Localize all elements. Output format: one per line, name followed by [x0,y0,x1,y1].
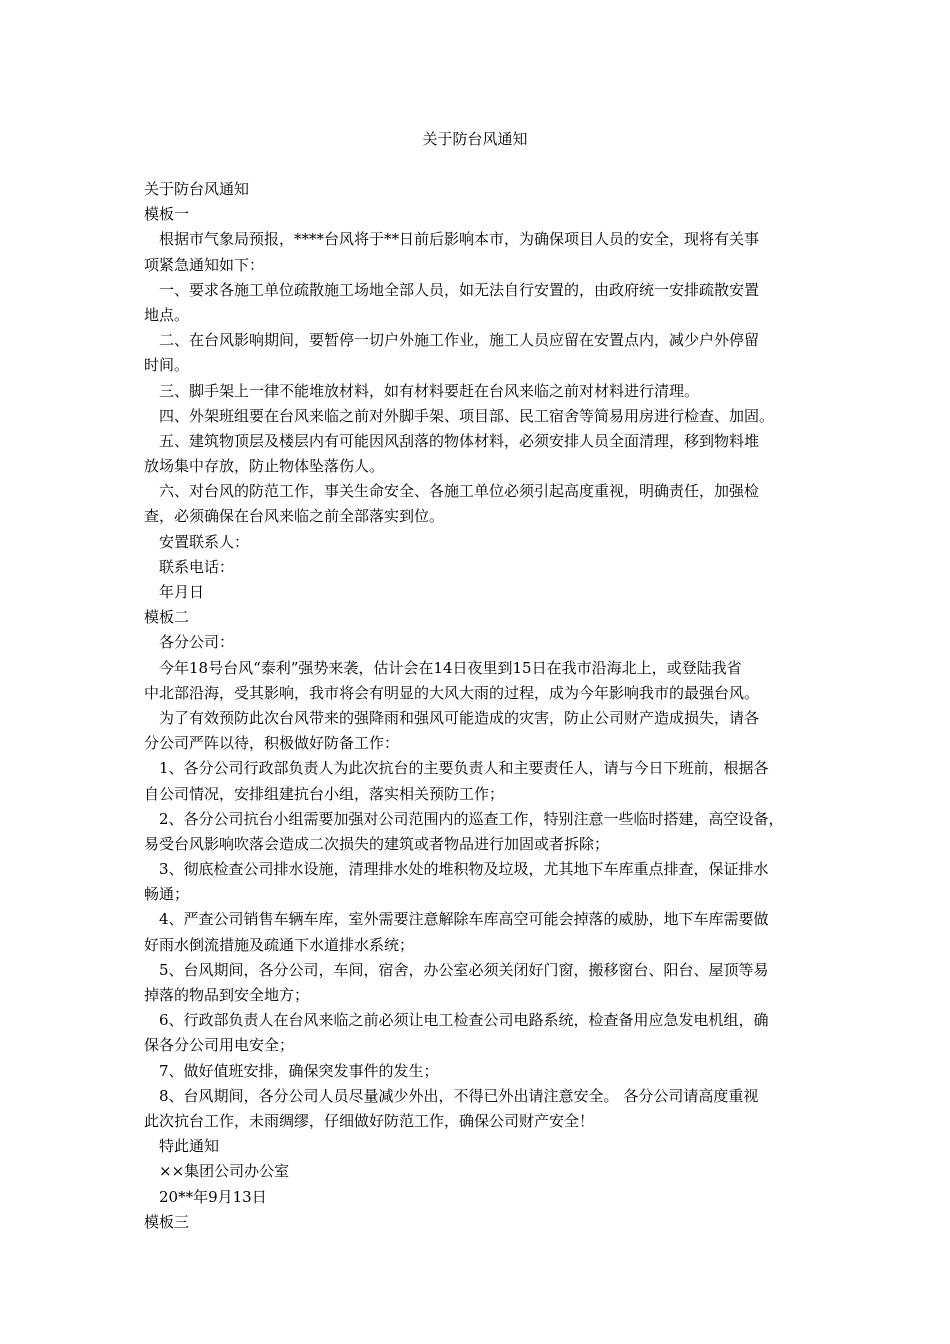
text-line: 五、建筑物顶层及楼层内有可能因风刮落的物体材料，必须安排人员全面清理，移到物料堆 [159,431,760,450]
text-line: 模板一 [144,205,190,224]
text-line: 二、在台风影响期间，要暂停一切户外施工作业，施工人员应留在安置点内，减少户外停留 [159,331,760,350]
text-line: 年月日 [159,583,205,601]
text-line: 自公司情况，安排组建抗台小组，落实相关预防工作； [144,784,505,803]
text-line: 好雨水倒流措施及疏通下水道排水系统； [144,935,415,954]
text-line: 保各分公司用电安全； [144,1036,295,1055]
text-line: 畅通； [144,885,190,904]
text-line: 6、行政部负责人在台风来临之前必须让电工检查公司电路系统，检查备用应急发电机组，确 [159,1011,769,1030]
text-line: 3、彻底检查公司排水设施，清理排水处的堆积物及垃圾，尤其地下车库重点排查，保证排水 [159,860,769,879]
text-line: 2、各分公司抗台小组需要加强对公司范围内的巡查工作，特别注意一些临时搭建，高空设备， [159,809,784,828]
text-line: 此次抗台工作，未雨绸缪，仔细做好防范工作，确保公司财产安全！ [144,1111,595,1130]
text-line: 易受台风影响吹落会造成二次损失的建筑或者物品进行加固或者拆除； [144,834,610,853]
text-line: 各分公司： [159,633,235,652]
text-line: 分公司严阵以待，积极做好防备工作： [144,734,400,753]
text-line: 1、各分公司行政部负责人为此次抗台的主要负责人和主要责任人，请与今日下班前，根据各 [159,759,769,778]
text-line: 一、要求各施工单位疏散施工场地全部人员，如无法自行安置的，由政府统一安排疏散安置 [159,280,760,299]
text-line: ××集团公司办公室 [159,1162,290,1181]
text-line: 7、做好值班安排，确保突发事件的发生； [159,1061,439,1080]
text-line: 特此通知 [159,1137,220,1156]
text-line: 掉落的物品到安全地方； [144,986,310,1004]
text-line: 项紧急通知如下： [144,255,265,274]
document-title: 关于防台风通知 [422,130,528,148]
text-line: 中北部沿海，受其影响，我市将会有明显的大风大雨的过程，成为今年影响我市的最强台风。 [144,683,760,702]
text-line: 地点。 [144,305,190,324]
text-line: 今年18号台风“泰利”强势来袭，估计会在14日夜里到15日在我市沿海北上，或登陆我省 [159,658,742,677]
text-line: 安置联系人： [159,532,250,551]
text-line: 放场集中存放，防止物体坠落伤人。 [144,457,385,476]
text-line: 模板三 [144,1212,190,1231]
text-line: 20**年9月13日 [159,1187,267,1206]
text-line: 三、脚手架上一律不能堆放材料，如有材料要赶在台风来临之前对材料进行清理。 [159,381,700,400]
text-line: 为了有效预防此次台风带来的强降雨和强风可能造成的灾害，防止公司财产造成损失，请各 [159,708,760,727]
text-line: 四、外架班组要在台风来临之前对外脚手架、项目部、民工宿舍等简易用房进行检查、加固。 [159,406,775,425]
text-line: 根据市气象局预报，****台风将于**日前后影响本市，为确保项目人员的安全，现将有关事 [159,230,760,249]
text-line: 六、对台风的防范工作，事关生命安全、各施工单位必须引起高度重视，明确责任，加强检 [159,482,760,501]
text-line: 模板二 [144,608,190,627]
text-line: 关于防台风通知 [144,180,250,198]
text-line: 联系电话： [159,557,235,576]
text-line: 查，必须确保在台风来临之前全部落实到位。 [144,507,445,526]
text-line: 5、台风期间，各分公司，车间，宿舍，办公室必须关闭好门窗，搬移窗台、阳台、屋顶等易 [159,960,769,979]
document-body [144,177,812,1235]
text-line: 4、严查公司销售车辆车库，室外需要注意解除车库高空可能会掉落的威胁，地下车库需要做 [159,910,769,929]
text-line: 8、台风期间，各分公司人员尽量减少外出，不得已外出请注意安全。 各分公司请高度重视 [159,1086,759,1105]
text-line: 时间。 [144,356,190,375]
